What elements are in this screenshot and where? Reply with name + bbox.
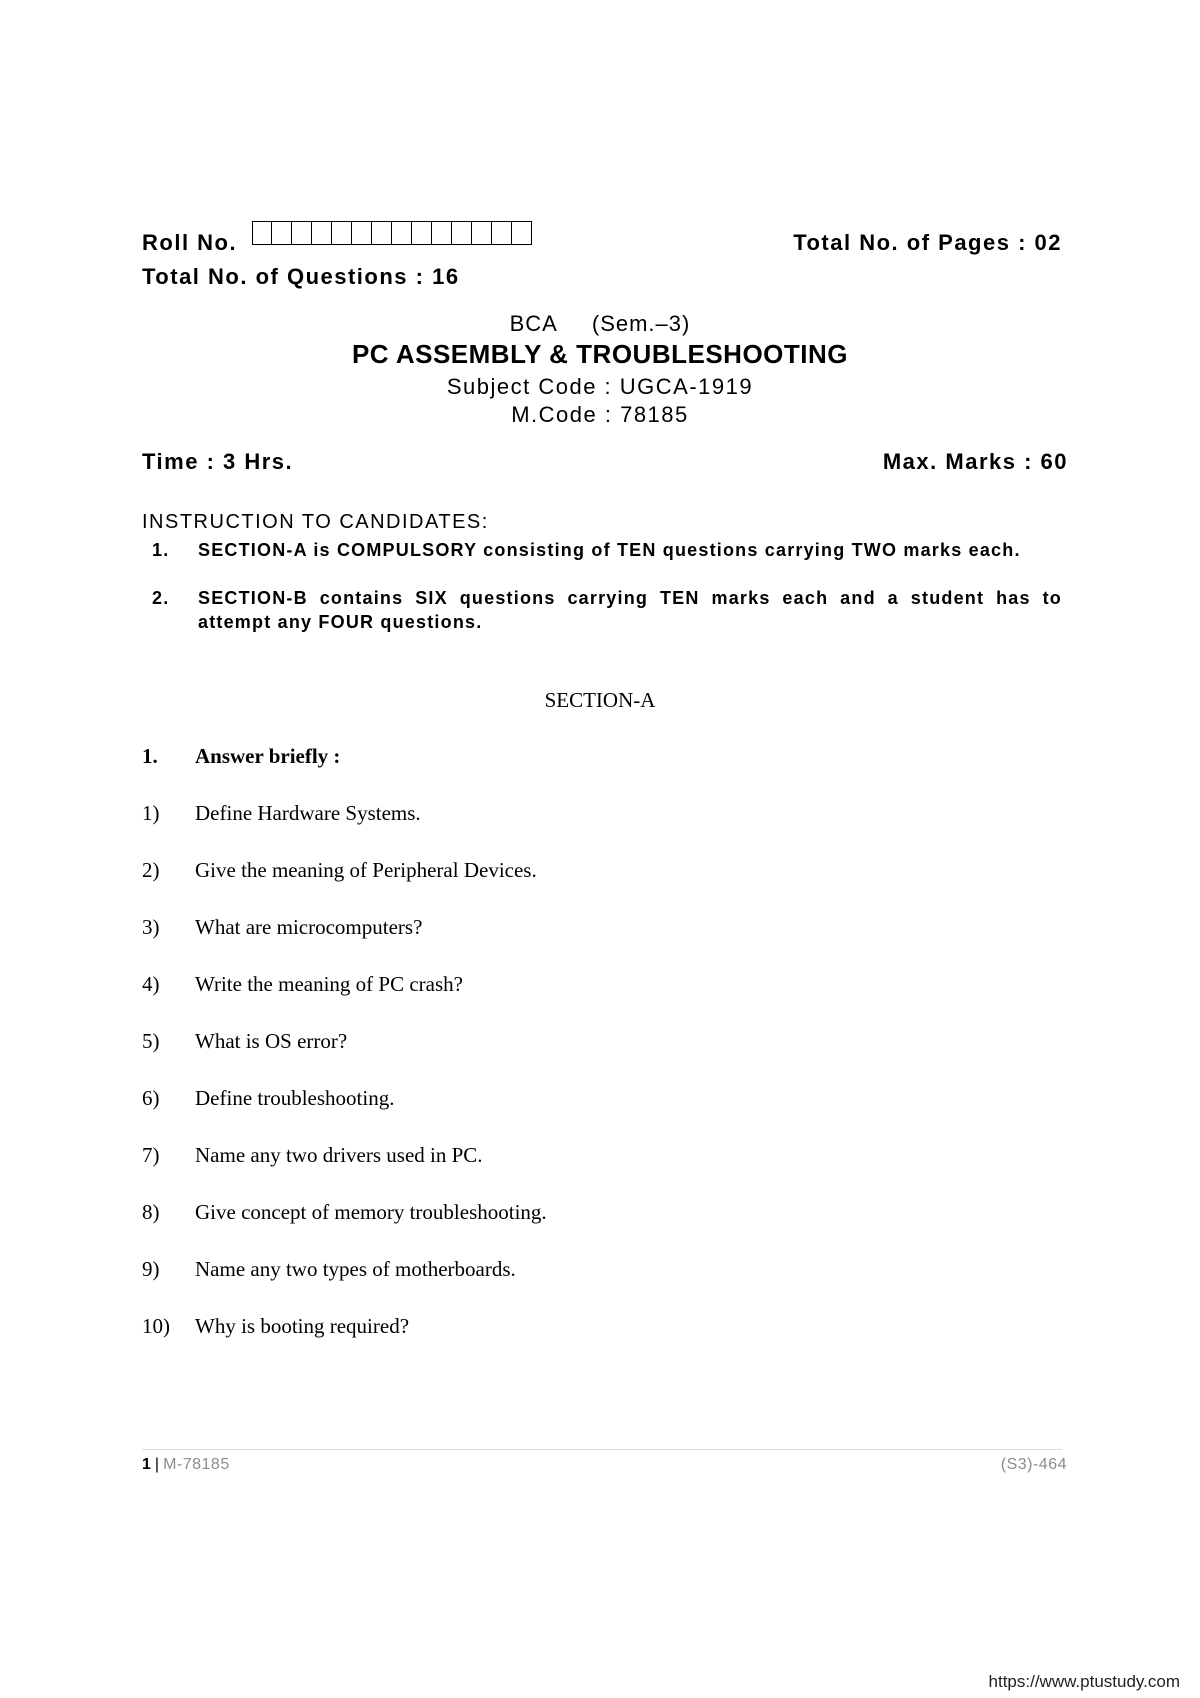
subquestion-text: What are microcomputers? bbox=[195, 915, 423, 939]
roll-box[interactable] bbox=[512, 221, 532, 245]
subquestion-number: 9) bbox=[142, 1257, 160, 1281]
total-questions: Total No. of Questions : 16 bbox=[142, 264, 460, 289]
roll-box[interactable] bbox=[352, 221, 372, 245]
footer-separator: | bbox=[154, 1456, 160, 1473]
subquestion-number: 5) bbox=[142, 1029, 160, 1053]
instruction-number: 2. bbox=[152, 588, 170, 608]
roll-box[interactable] bbox=[392, 221, 412, 245]
roll-box[interactable] bbox=[312, 221, 332, 245]
instruction-number: 1. bbox=[152, 540, 170, 560]
subquestion-text: Give concept of memory troubleshooting. bbox=[195, 1200, 547, 1224]
question-title: Answer briefly : bbox=[195, 744, 341, 768]
question-number: 1. bbox=[142, 744, 158, 768]
instruction-item bbox=[152, 586, 1062, 634]
subquestion-number: 6) bbox=[142, 1086, 160, 1110]
program: BCA bbox=[509, 311, 558, 336]
roll-box[interactable] bbox=[412, 221, 432, 245]
roll-number-boxes[interactable] bbox=[252, 221, 532, 245]
time-label: Time : 3 Hrs. bbox=[142, 449, 294, 474]
subquestion-number: 4) bbox=[142, 972, 160, 996]
subquestion-text: Name any two drivers used in PC. bbox=[195, 1143, 483, 1167]
section-heading: SECTION-A bbox=[544, 688, 656, 712]
footer-code: M-78185 bbox=[163, 1456, 230, 1473]
paper-title: PC ASSEMBLY & TROUBLESHOOTING bbox=[351, 339, 849, 369]
roll-box[interactable] bbox=[372, 221, 392, 245]
subquestion-text: Name any two types of motherboards. bbox=[195, 1257, 516, 1281]
subquestion-text: Write the meaning of PC crash? bbox=[195, 972, 463, 996]
subquestion-text: Define troubleshooting. bbox=[195, 1086, 395, 1110]
roll-box[interactable] bbox=[452, 221, 472, 245]
subquestion-number: 2) bbox=[142, 858, 160, 882]
watermark-url[interactable]: https://www.ptustudy.com bbox=[988, 1672, 1180, 1691]
subquestion-number: 1) bbox=[142, 801, 160, 825]
footer-divider bbox=[142, 1449, 1062, 1450]
instruction-text: SECTION-B contains SIX questions carrying TEN marks each and a student has to attempt any FOUR questions. bbox=[198, 588, 1062, 632]
roll-box[interactable] bbox=[432, 221, 452, 245]
subquestion-number: 10) bbox=[142, 1314, 170, 1338]
m-code: M.Code : 78185 bbox=[511, 402, 689, 427]
course-line bbox=[0, 313, 1200, 335]
roll-box[interactable] bbox=[292, 221, 312, 245]
footer-right: (S3)-464 bbox=[1000, 1456, 1067, 1473]
roll-box[interactable] bbox=[332, 221, 352, 245]
instruction-item bbox=[152, 538, 1062, 562]
subquestion-text: Define Hardware Systems. bbox=[195, 801, 421, 825]
total-pages: Total No. of Pages : 02 bbox=[793, 230, 1062, 255]
subquestion-text: Why is booting required? bbox=[195, 1314, 410, 1338]
semester: (Sem.–3) bbox=[591, 311, 691, 336]
subquestion-text: What is OS error? bbox=[195, 1029, 348, 1053]
subquestion-number: 8) bbox=[142, 1200, 160, 1224]
subquestion-text: Give the meaning of Peripheral Devices. bbox=[195, 858, 537, 882]
subject-code: Subject Code : UGCA-1919 bbox=[446, 374, 754, 399]
page-number: 1 bbox=[142, 1456, 151, 1473]
roll-box[interactable] bbox=[252, 221, 272, 245]
max-marks-label: Max. Marks : 60 bbox=[882, 449, 1068, 474]
footer-left bbox=[142, 1457, 230, 1473]
instructions-title: INSTRUCTION TO CANDIDATES: bbox=[142, 511, 489, 533]
subquestion-number: 7) bbox=[142, 1143, 160, 1167]
roll-no-label: Roll No. bbox=[142, 230, 238, 255]
roll-box[interactable] bbox=[272, 221, 292, 245]
roll-box[interactable] bbox=[472, 221, 492, 245]
subquestion-number: 3) bbox=[142, 915, 160, 939]
instruction-text: SECTION-A is COMPULSORY consisting of TEN questions carrying TWO marks each. bbox=[198, 540, 1021, 560]
roll-box[interactable] bbox=[492, 221, 512, 245]
